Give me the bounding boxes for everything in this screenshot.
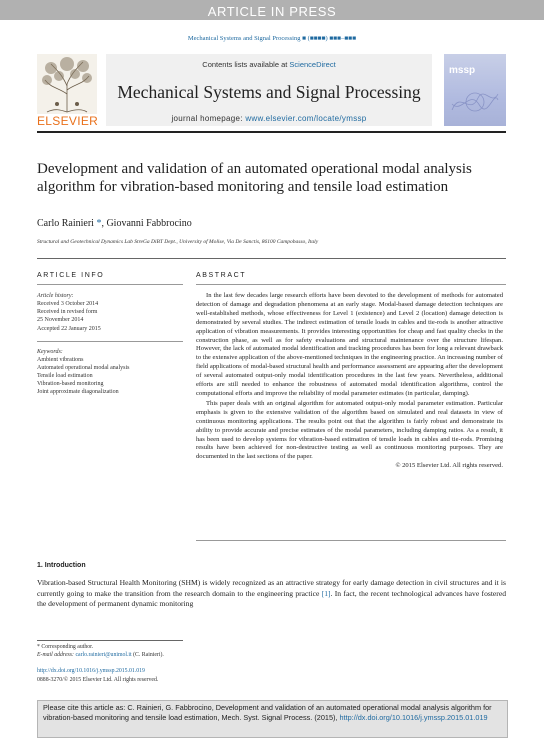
contents-line <box>106 60 432 69</box>
homepage-prefix: journal homepage: <box>171 114 246 123</box>
journal-reference[interactable]: Mechanical Systems and Signal Processing ■ (■■■■) ■■■–■■■ <box>187 35 357 42</box>
history-line: 25 November 2014 <box>37 317 84 323</box>
intro-text: Vibration-based Structural Health Monitoring (SHM) is widely recognized as an attractive strategy for early damage detection in civil structures and it is currently going to make the transition from the research domain to the engineering practice <box>37 578 506 598</box>
citation-body: Please cite this article as: C. Rainieri, G. Fabbrocino, Development and validation of an automated operational modal analysis algorithm for vibration-based monitoring and tensile load estimation, Mech. Syst. Signal Process. (2015), <box>43 703 492 722</box>
header-divider <box>37 131 506 133</box>
keyword-item: Vibration-based monitoring <box>37 381 104 387</box>
history-line: Received in revised form <box>37 309 98 315</box>
intro-text: . In fact, the recent technological advances have fostered the development of permanent dynamic monitoring <box>37 588 506 609</box>
keywords-label: Keywords: <box>37 349 63 355</box>
email-footnote <box>37 652 164 658</box>
issn-copyright: 0888-3270/© 2015 Elsevier Ltd. All rights reserved. <box>37 677 159 683</box>
reference-link[interactable]: [1] <box>321 588 331 598</box>
banner-text: ARTICLE IN PRESS <box>207 4 337 19</box>
abstract-top-divider <box>196 284 506 285</box>
journal-homepage-line <box>106 114 432 123</box>
email-label: E-mail address: <box>37 652 76 658</box>
article-info-heading: ARTICLE INFO <box>37 272 105 279</box>
doi-link[interactable]: http://dx.doi.org/10.1016/j.ymssp.2015.01.019 <box>37 668 145 674</box>
article-title: Development and validation of an automated operational modal analysis algorithm for vibration-based monitoring and tensile load estimation <box>37 161 472 195</box>
journal-title: Mechanical Systems and Signal Processing <box>117 82 421 102</box>
abstract-heading: ABSTRACT <box>196 272 247 279</box>
keyword-item: Joint approximate diagonalization <box>37 389 119 395</box>
author-list <box>37 218 192 229</box>
author-affiliation: Structural and Geotechnical Dynamics Lab StreGa DiBT Dept., University of Molise, Via De Sanctis, 86100 Campobasso, Italy <box>37 239 319 245</box>
contents-prefix: Contents lists available at <box>202 60 290 69</box>
copyright-notice: © 2015 Elsevier Ltd. All rights reserved. <box>395 462 503 470</box>
corresponding-author-note: * Corresponding author. <box>37 644 94 650</box>
keyword-item: Tensile load estimation <box>37 373 93 379</box>
history-line: Received 3 October 2014 <box>37 301 99 307</box>
article-info-divider <box>37 284 183 285</box>
keyword-item: Automated operational modal analysis <box>37 365 130 371</box>
history-line: Accepted 22 January 2015 <box>37 326 101 332</box>
introduction-paragraph <box>37 578 506 610</box>
author-fabbrocino: , Giovanni Fabbrocino <box>101 218 192 229</box>
journal-cover-art <box>450 80 500 120</box>
journal-cover-label: mssp <box>449 65 476 76</box>
abstract-paragraph: In the last few decades large research efforts have been devoted to the development of methods for automated detection of damage and degradation phenomena at an early stage. Modal-based damage detection techniques are well-established methods, whose effectiveness for Level 1 (existence) and Level 2 (location) damage detection is demonstrated by several studies. The indirect estimation of tensile loads in cables and tie-rods is another attractive application of vibration measurements. It provides interesting opportunities for cheap and fast quality checks in the construction phase, as well as for safety evaluations and structural maintenance over the structure lifespan. However, the lack of automated modal identification and tracking procedures has been for long a relevant drawback to the extensive application of the above-mentioned techniques in the engineering practice. An increasing number of field applications of modal-based structural health and performance assessment are appearing after the development of several automated output-only modal identification procedures in the last few years. Nevertheless, additional efforts are still needed to enhance the robustness of automated modal identification algorithms, control the computational efforts and improve the reliability of modal parameter estimates (in particular, damping). <box>196 292 503 397</box>
corresponding-author-mark[interactable]: * <box>93 218 102 229</box>
citation-doi-link[interactable]: http://dx.doi.org/10.1016/j.ymssp.2015.01.019 <box>339 713 488 722</box>
title-divider <box>37 258 506 259</box>
article-history-label: Article history: <box>37 293 74 299</box>
email-suffix: (C. Rainieri). <box>131 652 164 658</box>
citation-text <box>43 703 501 723</box>
sciencedirect-link[interactable]: ScienceDirect <box>289 60 336 69</box>
keywords-divider <box>37 341 183 342</box>
author-email-link[interactable]: carlo.rainieri@unimol.it <box>75 652 132 658</box>
footnote-divider <box>37 640 183 641</box>
journal-homepage-link[interactable]: www.elsevier.com/locate/ymssp <box>245 114 367 123</box>
abstract-body <box>196 292 503 471</box>
abstract-paragraph: This paper deals with an original algorithm for automated output-only modal parameter estimation. Particular emphasis is given to the extensive validation of the algorithm based on simulated and real datasets in view of continuous monitoring applications. The results point out that the algorithm is fairly robust and demonstrate its ability to provide accurate and precise estimates of the modal parameters, including damping ratios. As a result, it has been used to develop systems for vibration-based estimation of tensile loads in cables and tie-rods. Promising results have been achieved for non-destructive testing as well as continuous monitoring purposes. They are documented in the last sections of the paper. <box>196 399 503 461</box>
keyword-item: Ambient vibrations <box>37 357 84 363</box>
introduction-heading: 1. Introduction <box>37 562 86 569</box>
elsevier-wordmark: ELSEVIER <box>37 114 99 128</box>
abstract-bottom-divider <box>196 540 506 541</box>
author-rainieri: Carlo Rainieri <box>37 218 94 229</box>
